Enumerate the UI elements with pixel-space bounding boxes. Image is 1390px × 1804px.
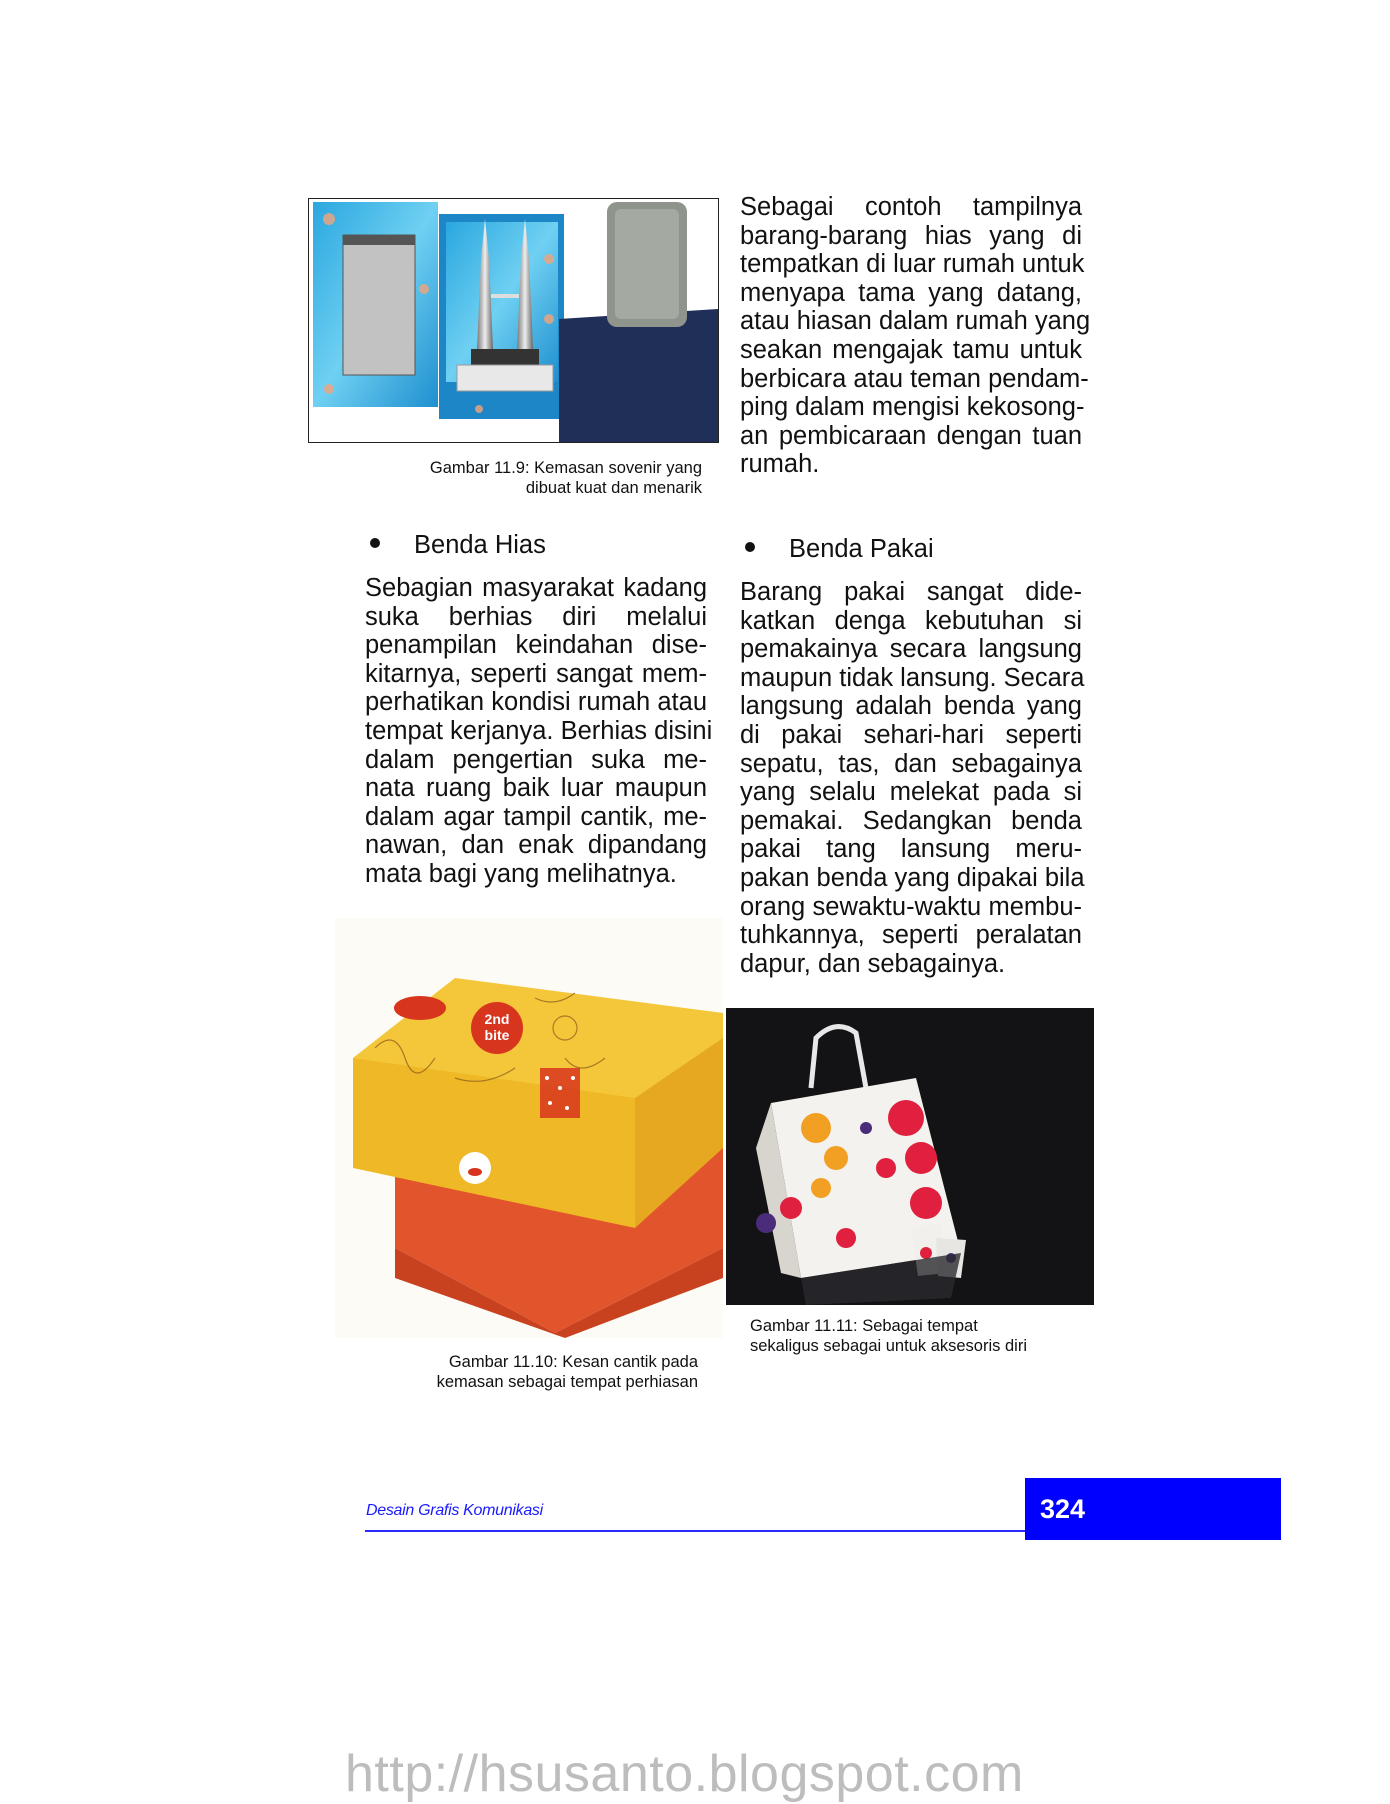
caption-line: dibuat kuat dan menarik	[525, 479, 702, 497]
logo-text: bite	[484, 1027, 510, 1043]
caption-line: sekaligus sebagai untuk aksesoris diri	[750, 1337, 1027, 1355]
decorative-boxes-illustration	[335, 918, 723, 1338]
text-line: seakan mengajak tamu untuk	[740, 335, 1082, 364]
caption-line: Gambar 11.9: Kemasan sovenir yang	[429, 459, 702, 477]
text-line: yang selalu melekat pada si	[740, 778, 1082, 807]
bullet-icon	[370, 538, 380, 548]
footer-divider	[365, 1530, 1027, 1532]
text-line: maupun tidak lansung. Secara	[740, 663, 1085, 692]
figure-11-11-caption	[750, 1316, 1090, 1356]
benda-pakai-paragraph	[740, 578, 1085, 978]
benda-hias-paragraph	[365, 574, 713, 889]
figure-11-10-image	[335, 918, 723, 1338]
text-line: nata ruang baik luar maupun	[365, 774, 707, 803]
caption-line: Gambar 11.10: Kesan cantik pada	[448, 1353, 698, 1371]
caption-line: Gambar 11.11: Sebagai tempat	[750, 1317, 978, 1335]
text-line: berbicara atau teman pendam-	[740, 364, 1089, 393]
text-line: di pakai sehari-hari seperti	[740, 720, 1082, 749]
section-heading-benda-pakai	[745, 534, 934, 564]
text-line: mata bagi yang melihatnya.	[365, 859, 677, 888]
text-line: langsung adalah benda yang	[740, 692, 1082, 721]
text-line: barang-barang hias yang di	[740, 221, 1082, 250]
text-line: Barang pakai sangat dide-	[740, 578, 1082, 606]
footer-book-title: Desain Grafis Komunikasi	[366, 1502, 543, 1519]
text-line: dapur, dan sebagainya.	[740, 949, 1006, 978]
text-line: Sebagian masyarakat kadang	[365, 574, 707, 602]
text-line: pakan benda yang dipakai bila	[740, 863, 1085, 892]
section-heading-benda-hias	[370, 530, 546, 560]
bullet-icon	[745, 542, 755, 552]
text-line: nawan, dan enak dipandang	[365, 831, 707, 860]
text-line: penampilan keindahan dise-	[365, 631, 707, 660]
text-line: orang sewaktu-waktu membu-	[740, 892, 1082, 921]
figure-11-11-image	[726, 1008, 1094, 1305]
text-line: an pembicaraan dengan tuan	[740, 421, 1082, 450]
figure-11-10-caption	[380, 1352, 698, 1392]
text-line: pemakai. Sedangkan benda	[740, 806, 1082, 835]
text-line: dalam agar tampil cantik, me-	[365, 802, 707, 831]
watermark-url: http://hsusanto.blogspot.com	[345, 1745, 1024, 1803]
souvenir-box-illustration	[309, 199, 718, 442]
logo-text: 2nd	[484, 1011, 510, 1027]
heading-text: Benda Pakai	[789, 535, 934, 563]
text-line: perhatikan kondisi rumah atau	[365, 688, 707, 717]
text-line: Sebagai contoh tampilnya	[740, 193, 1082, 221]
page-number: 324	[1040, 1494, 1086, 1524]
intro-paragraph	[740, 193, 1091, 479]
heading-text: Benda Hias	[414, 531, 546, 559]
text-line: dalam pengertian suka me-	[365, 745, 707, 774]
text-line: rumah.	[740, 450, 820, 479]
text-line: tempatkan di luar rumah untuk	[740, 250, 1085, 279]
figure-11-9-image	[308, 198, 719, 443]
caption-line: kemasan sebagai tempat perhiasan	[436, 1373, 698, 1391]
text-line: suka berhias diri melalui	[365, 602, 707, 631]
text-line: pakai tang lansung meru-	[740, 835, 1082, 864]
text-line: kitarnya, seperti sangat mem-	[365, 659, 707, 688]
text-line: menyapa tama yang datang,	[740, 278, 1082, 307]
text-line: pemakainya secara langsung	[740, 635, 1082, 664]
text-line: tempat kerjanya. Berhias disini	[365, 716, 713, 745]
text-line: ping dalam mengisi kekosong-	[740, 393, 1085, 422]
figure-11-9-caption	[380, 458, 702, 498]
text-line: atau hiasan dalam rumah yang	[740, 307, 1091, 336]
text-line: katkan denga kebutuhan si	[740, 606, 1082, 635]
shopping-bag-illustration	[726, 1008, 1094, 1305]
text-line: tuhkannya, seperti peralatan	[740, 921, 1082, 950]
text-line: sepatu, tas, dan sebagainya	[740, 749, 1082, 778]
